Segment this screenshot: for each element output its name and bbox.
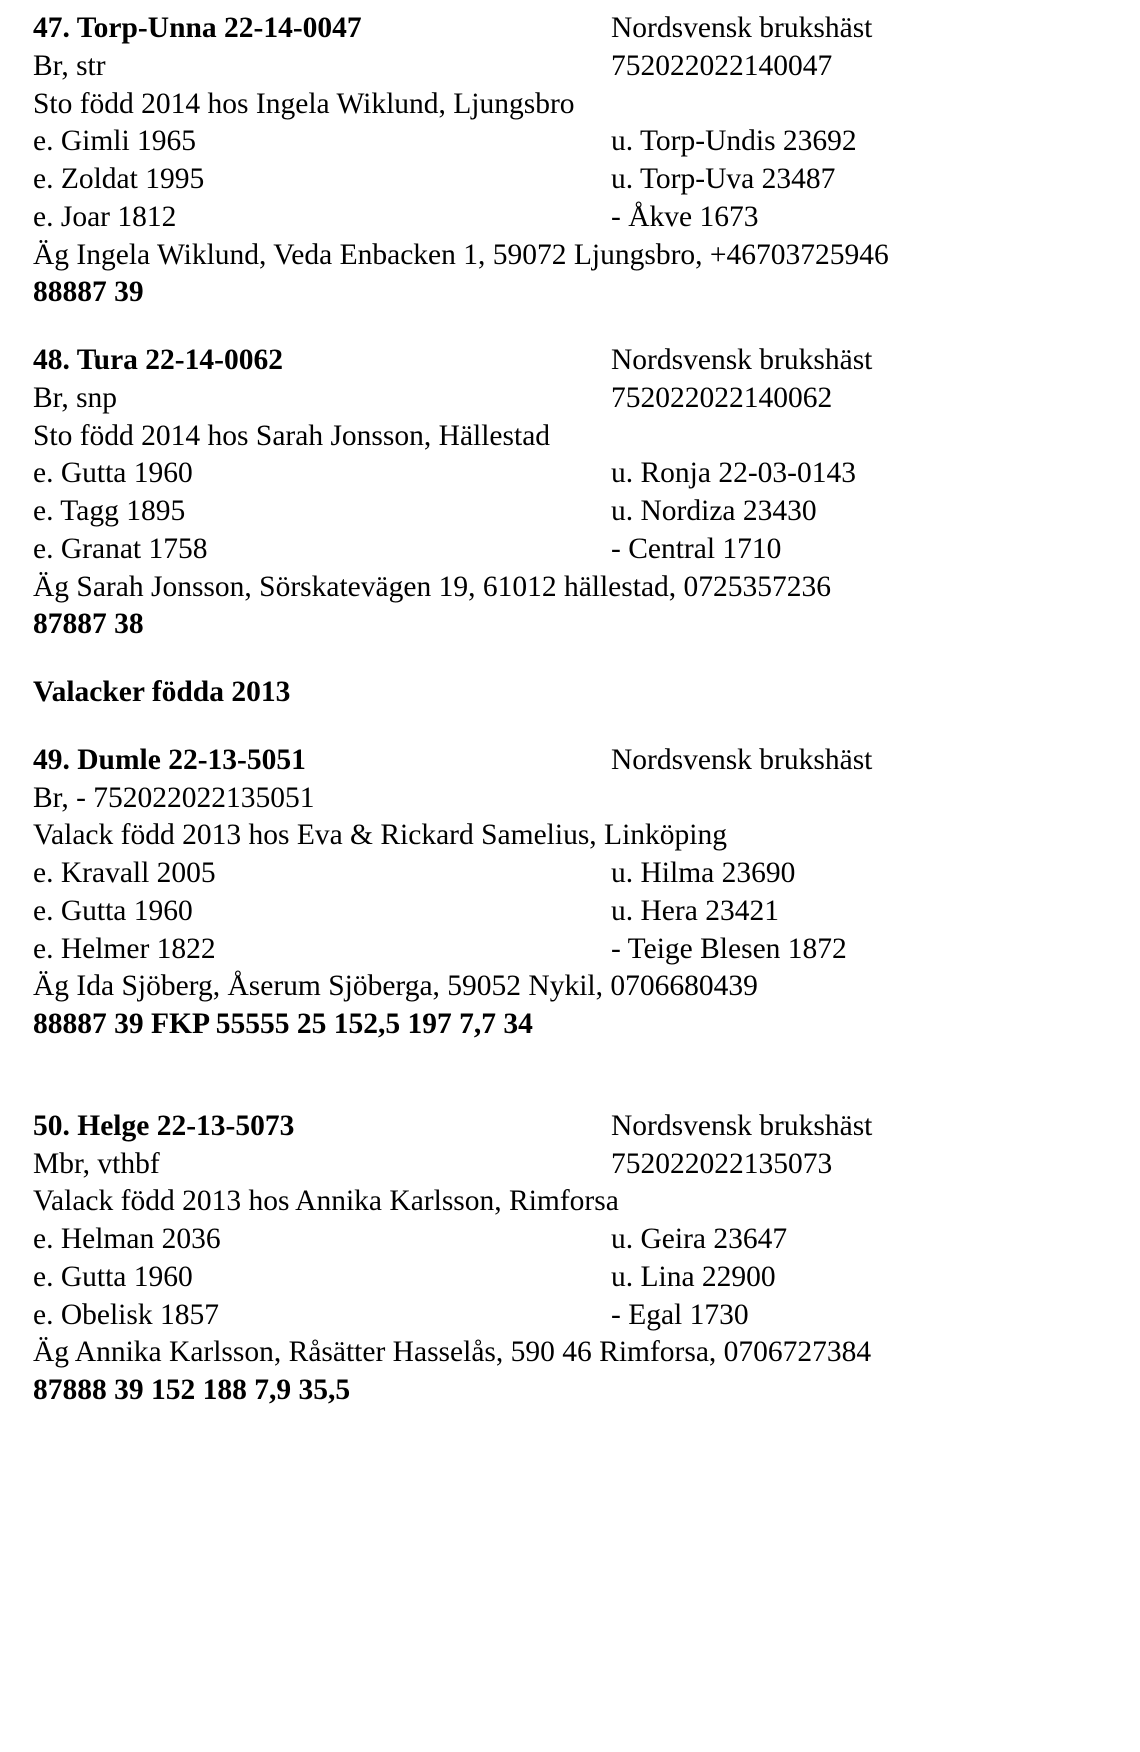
- pedigree-row: [33, 893, 1080, 931]
- entry-color-ueln-row: [33, 48, 1080, 86]
- entry-breed: Nordsvensk brukshäst: [611, 743, 873, 776]
- pedigree-dam: u. Lina 22900: [611, 1260, 776, 1293]
- entry-title: 47. Torp-Unna 22-14-0047: [33, 12, 362, 44]
- pedigree-dam: u. Hera 23421: [611, 894, 779, 927]
- entry-header-row: [33, 10, 1080, 48]
- entry-breed: Nordsvensk brukshäst: [611, 1109, 873, 1142]
- pedigree-sire: e. Obelisk 1857: [33, 1298, 219, 1331]
- entry-header-row: [33, 342, 1080, 380]
- entry-owner: Äg Annika Karlsson, Råsätter Hasselås, 590 46 Rimforsa, 0706727384: [33, 1336, 872, 1369]
- entry-ueln: 752022022140047: [611, 49, 833, 82]
- pedigree-row: [33, 1259, 1080, 1297]
- entry-owner: Äg Sarah Jonsson, Sörskatevägen 19, 61012 hällestad, 0725357236: [33, 570, 832, 603]
- entry-scores: 87888 39 152 188 7,9 35,5: [33, 1374, 351, 1406]
- horse-entry-50: [33, 1108, 1080, 1410]
- pedigree-dam: u. Hilma 23690: [611, 857, 796, 889]
- pedigree-sire: e. Zoldat 1995: [33, 163, 205, 195]
- entry-color: Br, snp: [33, 381, 118, 414]
- pedigree-row: [33, 123, 1080, 161]
- pedigree-sire: e. Granat 1758: [33, 532, 208, 565]
- pedigree-dam: u. Nordiza 23430: [611, 495, 817, 527]
- pedigree-row: [33, 199, 1080, 237]
- pedigree-dam: - Central 1710: [611, 532, 782, 565]
- entry-header-row: [33, 742, 1080, 780]
- pedigree-dam: - Åkve 1673: [611, 200, 759, 233]
- pedigree-dam: u. Torp-Undis 23692: [611, 125, 857, 158]
- pedigree-sire: e. Gutta 1960: [33, 1260, 193, 1293]
- horse-entry-48: [33, 342, 1080, 644]
- pedigree-row: [33, 493, 1080, 531]
- entry-title: 48. Tura 22-14-0062: [33, 344, 283, 376]
- pedigree-row: [33, 1221, 1080, 1259]
- entry-birth: Valack född 2013 hos Eva & Rickard Samelius, Linköping: [33, 819, 727, 852]
- entry-color: Mbr, vthbf: [33, 1147, 160, 1180]
- entry-owner: Äg Ida Sjöberg, Åserum Sjöberga, 59052 Nykil, 0706680439: [33, 970, 758, 1003]
- pedigree-dam: u. Torp-Uva 23487: [611, 163, 836, 195]
- pedigree-dam: u. Geira 23647: [611, 1223, 788, 1255]
- pedigree-sire: e. Joar 1812: [33, 200, 177, 233]
- pedigree-row: [33, 931, 1080, 969]
- pedigree-dam: u. Ronja 22-03-0143: [611, 457, 856, 490]
- pedigree-sire: e. Gutta 1960: [33, 894, 193, 927]
- pedigree-sire: e. Kravall 2005: [33, 857, 216, 889]
- section-spacer-bottom: [33, 712, 1080, 742]
- pedigree-sire: e. Gutta 1960: [33, 457, 193, 490]
- entry-title: 50. Helge 22-13-5073: [33, 1109, 295, 1142]
- pedigree-sire: e. Helman 2036: [33, 1223, 221, 1255]
- entry-header-row: [33, 1108, 1080, 1146]
- entry-ueln: 752022022140062: [611, 381, 833, 414]
- pedigree-row: [33, 855, 1080, 893]
- pedigree-sire: e. Helmer 1822: [33, 932, 216, 965]
- entry-scores: 88887 39: [33, 276, 144, 309]
- entry-spacer: [33, 312, 1080, 342]
- entry-color: Br, str: [33, 49, 106, 82]
- entry-color-ueln-row: [33, 1146, 1080, 1184]
- horse-entry-47: [33, 10, 1080, 312]
- pedigree-row: [33, 455, 1080, 493]
- pedigree-row: [33, 531, 1080, 569]
- entry-title: 49. Dumle 22-13-5051: [33, 743, 306, 776]
- pedigree-dam: - Teige Blesen 1872: [611, 932, 847, 965]
- entry-birth: Sto född 2014 hos Sarah Jonsson, Hällestad: [33, 419, 551, 452]
- entry-birth: Valack född 2013 hos Annika Karlsson, Rimforsa: [33, 1185, 619, 1218]
- entry-ueln: 752022022135073: [611, 1147, 833, 1180]
- entry-breed: Nordsvensk brukshäst: [611, 344, 873, 376]
- pedigree-row: [33, 161, 1080, 199]
- horse-entry-49: [33, 742, 1080, 1044]
- pedigree-sire: e. Gimli 1965: [33, 125, 197, 158]
- entry-color-ueln: Br, - 752022022135051: [33, 781, 315, 814]
- pedigree-dam: - Egal 1730: [611, 1298, 749, 1331]
- pedigree-row: [33, 1297, 1080, 1335]
- section-heading: Valacker födda 2013: [33, 676, 291, 708]
- entry-breed: Nordsvensk brukshäst: [611, 12, 873, 44]
- entry-birth: Sto född 2014 hos Ingela Wiklund, Ljungsbro: [33, 87, 575, 120]
- section-spacer: [33, 644, 1080, 674]
- entry-spacer-large: [33, 1044, 1080, 1108]
- pedigree-sire: e. Tagg 1895: [33, 495, 186, 527]
- entry-scores: 88887 39 FKP 55555 25 152,5 197 7,7 34: [33, 1008, 533, 1040]
- entry-color-ueln-row: [33, 380, 1080, 418]
- entry-owner: Äg Ingela Wiklund, Veda Enbacken 1, 59072 Ljungsbro, +46703725946: [33, 238, 889, 271]
- entry-scores: 87887 38: [33, 608, 144, 641]
